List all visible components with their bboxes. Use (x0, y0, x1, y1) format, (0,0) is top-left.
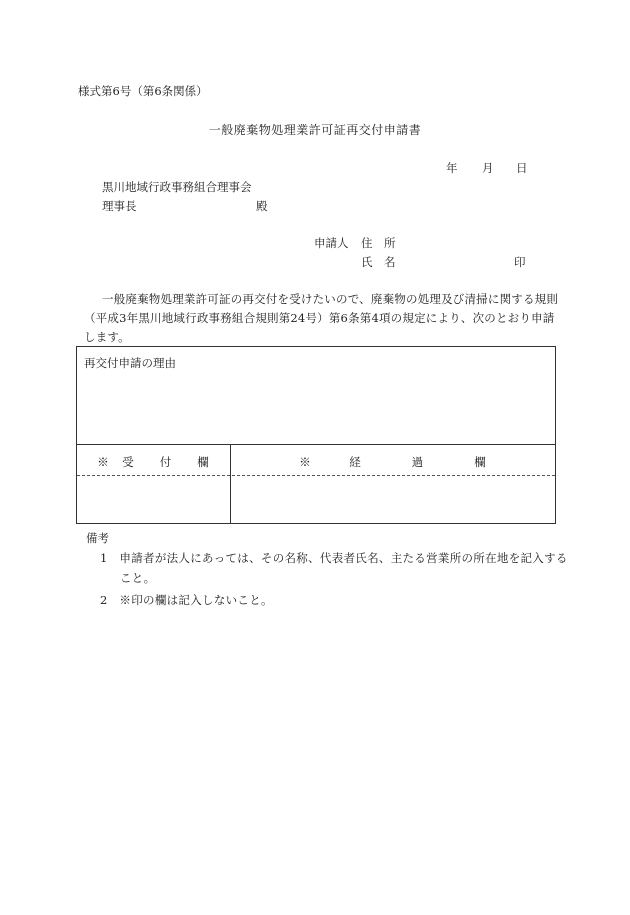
application-statement: 一般廃棄物処理業許可証の再交付を受けたいので、廃棄物の処理及び清掃に関する規則（平成3年黒川地域行政事務組合規則第24号）第6条第4項の規定により、次のとおり申請します。 (84, 292, 559, 344)
table-dashed-divider (77, 475, 555, 476)
note-item: 1 申請者が法人にあっては、その名称、代表者氏名、主たる営業所の所在地を記入すること。 (100, 551, 568, 585)
reissue-reason-label: 再交付申請の理由 (84, 356, 176, 370)
addressee-title: 理事長 (102, 199, 137, 213)
table-divider (77, 444, 555, 445)
seal-mark: 印 (514, 255, 526, 269)
applicant-name-label: 氏 名 (361, 255, 396, 269)
addressee-honorific: 殿 (256, 199, 268, 213)
notes-heading: 備考 (86, 531, 109, 545)
progress-column-header: ※ 経 過 欄 (299, 455, 487, 469)
application-form-table (76, 346, 556, 524)
date-month-label: 月 (482, 161, 494, 175)
form-number: 様式第6号（第6条関係） (78, 84, 208, 98)
applicant-label: 申請人 (314, 236, 349, 250)
note-item: 2 ※印の欄は記入しないこと。 (100, 593, 273, 607)
date-day-label: 日 (516, 161, 528, 175)
addressee-organization: 黒川地域行政事務組合理事会 (102, 180, 252, 194)
date-year-label: 年 (446, 161, 458, 175)
document-title: 一般廃棄物処理業許可証再交付申請書 (208, 123, 422, 137)
applicant-address-label: 住 所 (361, 236, 396, 250)
reception-column-header: ※ 受 付 欄 (97, 455, 210, 469)
